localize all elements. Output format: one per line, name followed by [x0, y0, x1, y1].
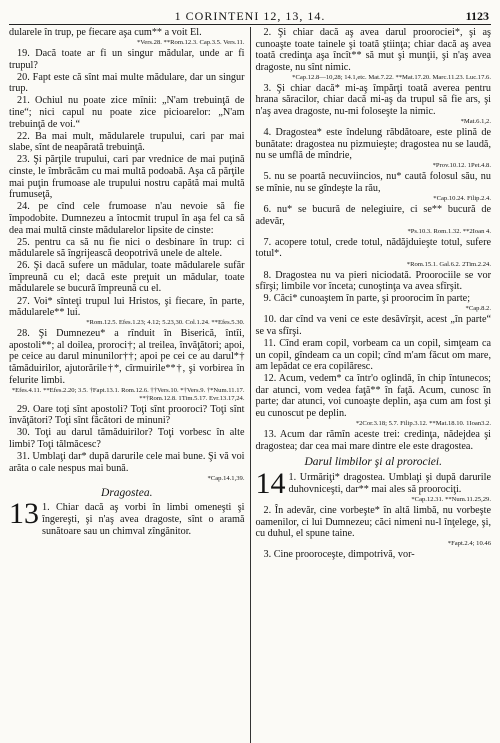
verse: 6. nu* se bucură de nelegiuire, ci se** bucură de adevăr, — [255, 204, 491, 227]
cross-reference: *Mat.6.1,2. — [460, 118, 491, 126]
left-column — [9, 27, 250, 743]
verse: 30. Toţi au darul tămăduirilor? Toţi vorbesc în alte limbi? Toţi tălmăcesc? — [9, 427, 245, 450]
verse: 2. În adevăr, cine vorbeşte* în altă limbă, nu vorbeşte oamenilor, ci lui Dumnezeu; căci nimeni nu-l înţelege, şi, cu duhul, el spune taine. — [255, 504, 491, 540]
verse: 19. Dacă toate ar fi un singur mădular, unde ar fi trupul? — [9, 48, 245, 71]
page-number: 1123 — [465, 9, 489, 23]
cross-reference: *Cap.10.24. Filip.2.4. — [433, 195, 491, 203]
verse: 5. nu se poartă necuviincios, nu* caută folosul său, nu se mînie, nu se gîndeşte la rău, — [255, 171, 491, 195]
verse: 7. acopere totul, crede totul, nădăjduieşte totul, sufere totul*. — [255, 236, 491, 260]
verse: 1. Urmăriţi* dragostea. Umblaţi şi după darurile duhovniceşti, dar** mai ales să proorociţi. — [288, 471, 491, 495]
cross-reference: *Cap.12.8—10,28; 14.1,etc. Mat.7.22. **Mat.17.20. Marc.11.23. Luc.17.6. — [292, 73, 491, 81]
cross-reference: *Efes.4.11. **Efes.2.20; 3.5. †Fapt.13.1. Rom.12.6. ††Vers.10. *†Vers.9. †*Num.11.17. **†Rom.12.8. 1Tim.5.17. Evr.13.17,24. — [11, 386, 245, 402]
cross-reference: *Ps.10.3. Rom.1.32. **2Ioan 4. — [407, 227, 491, 235]
verse: 12. Acum, vedem* ca într'o oglindă, în chip întunecos; dar atunci, vom vedea faţă** în faţă. Acum, cunosc în parte; dar atunci, voi cunoaşte deplin, aşa cum am fost şi eu cunoscut pe deplin. — [255, 373, 491, 420]
right-column — [250, 27, 492, 743]
verse: 22. Ba mai mult, mădularele trupului, cari par mai slabe, sînt de neapărată trebuinţă. — [9, 130, 245, 154]
verse: 13. Acum dar rămîn aceste trei: credinţa, nădejdea şi dragostea; dar cea mai mare dintre ele este dragostea. — [255, 429, 491, 452]
running-head: 1 CORINTENI 12, 13, 14. — [174, 9, 326, 23]
verse: 21. Ochiul nu poate zice mînii: „N'am trebuinţă de tine“; nici capul nu poate zice picioarelor: „N'am trebuinţă de voi.“ — [9, 95, 245, 130]
verse: 4. Dragostea* este îndelung răbdătoare, este plină de bunătate: dragostea nu pizmuieşte; dragostea nu se laudă, nu se umflă de mîndrie, — [255, 127, 491, 162]
chapter-number: 14 — [255, 466, 286, 500]
verse: 10. dar cînd va veni ce este desăvîrşit, acest „în parte“ se va sfîrşi. — [255, 314, 491, 337]
verse: 1. Chiar dacă aş vorbi în limbi omeneşti şi îngereşti, şi n'aş avea dragoste, sînt o aramă sunătoare sau un chimval zîngănitor. — [42, 502, 245, 537]
verse: 31. Umblaţi dar* după darurile cele mai bune. Şi vă voi arăta o cale nespus mai bună. — [9, 451, 245, 474]
verse: 9. Căci* cunoaştem în parte, şi proorocim în parte; — [263, 293, 471, 305]
cross-reference: *Cap.14.1,39. — [207, 474, 245, 482]
cross-reference: *Vers.28. **Rom.12.3. Cap.3.5. Vers.11. — [136, 39, 245, 47]
verse: 20. Fapt este că sînt mai multe mădulare, dar un singur trup. — [9, 71, 245, 95]
chapter-number: 13 — [9, 497, 39, 531]
verse: 27. Voi* sînteţi trupul lui Hristos, şi fiecare, în parte, mădularele** lui. — [9, 295, 245, 319]
cross-reference: *2Cor.3.18; 5.7. Filip.3.12. **Mat.18.10. 1Ioan3.2. — [355, 420, 491, 428]
verse: 28. Şi Dumnezeu* a rînduit în Biserică, întîi, apostoli**; al doilea, proroci†; al treilea, învăţători; apoi, pe ceice au darul minunilor††; apoi pe cei ce au darul*† tămăduirilor, ajutorările†*, cîrmuirile**†, şi vorbirea în felurite limbi. — [9, 328, 245, 386]
cross-reference: *Rom.15.1. Gal.6.2. 2Tim.2.24. — [406, 260, 491, 268]
verse: 26. Şi dacă sufere un mădular, toate mădularele sufăr împreună cu el; dacă este preţuit un mădular, toate mădularele se bucură împreună cu el. — [9, 260, 245, 295]
verse: 3. Cine prooroceşte, dimpotrivă, vor- — [263, 549, 415, 561]
chapter-opening — [9, 497, 245, 537]
cross-reference: *Cap.8.2. — [465, 305, 491, 313]
verse: 3. Şi chiar dacă* mi-aş împărţi toată averea pentru hrana săracilor, chiar dacă mi-aş da trupul să fie ars, şi n'aş avea dragoste, nu-mi foloseşte la nimic. — [255, 82, 491, 118]
verse: dularele în trup, pe fiecare aşa cum** a voit El. — [9, 27, 202, 38]
verse: 24. pe cînd cele frumoase n'au nevoie să fie împodobite. Dumnezeu a întocmit trupul în aşa fel ca să dea mai multă cinste mădularelor lipsite de cinste: — [9, 201, 245, 236]
text-columns — [9, 27, 491, 743]
page-header — [9, 8, 491, 25]
cross-reference: *Fapt.2.4; 10.46 — [447, 540, 491, 548]
section-title: Darul limbilor şi al prorociei. — [304, 456, 442, 469]
verse: 29. Oare toţi sînt apostoli? Toţi sînt prooroci? Toţi sînt învăţători? Toţi sînt făcători de minuni? — [9, 403, 245, 427]
section-title: Dragostea. — [101, 486, 153, 499]
verse: 2. Şi chiar dacă aş avea darul proorociei*, şi aş cunoaşte toate tainele şi toată ştiinţa; chiar dacă aş avea toată credinţa aşa încît** să mut şi munţii, şi n'aş avea dragoste, nu sînt nimic. — [255, 27, 491, 73]
verse: 23. Şi părţile trupului, cari par vrednice de mai puţină cinste, le îmbrăcăm cu mai multă podoabă. Aşa că părţile mai puţin frumoase ale trupului nostru capătă mai multă frumuseţă, — [9, 154, 245, 201]
cross-reference: *Cap.12.31. **Num.11.25,29. — [411, 495, 491, 503]
cross-reference: *Prov.10.12. 1Pet.4.8. — [432, 162, 491, 170]
verse: 8. Dragostea nu va pieri niciodată. Proorociile se vor sfîrşi; limbile vor înceta; cunoştinţa va avea sfîrşit. — [255, 269, 491, 293]
verse: 11. Cînd eram copil, vorbeam ca un copil, simţeam ca un copil, gîndeam ca un copil; cînd m'am făcut om mare, am lepădat ce era copilăresc. — [255, 337, 491, 373]
cross-reference: *Rom.12.5. Efes.1.23; 4.12; 5.23,30. Col.1.24. **Efes.5.30. — [86, 319, 245, 327]
verse: 25. pentru ca să nu fie nici o desbinare în trup: ci mădularele să îngrijească deopotrivă unele de altele. — [9, 236, 245, 260]
